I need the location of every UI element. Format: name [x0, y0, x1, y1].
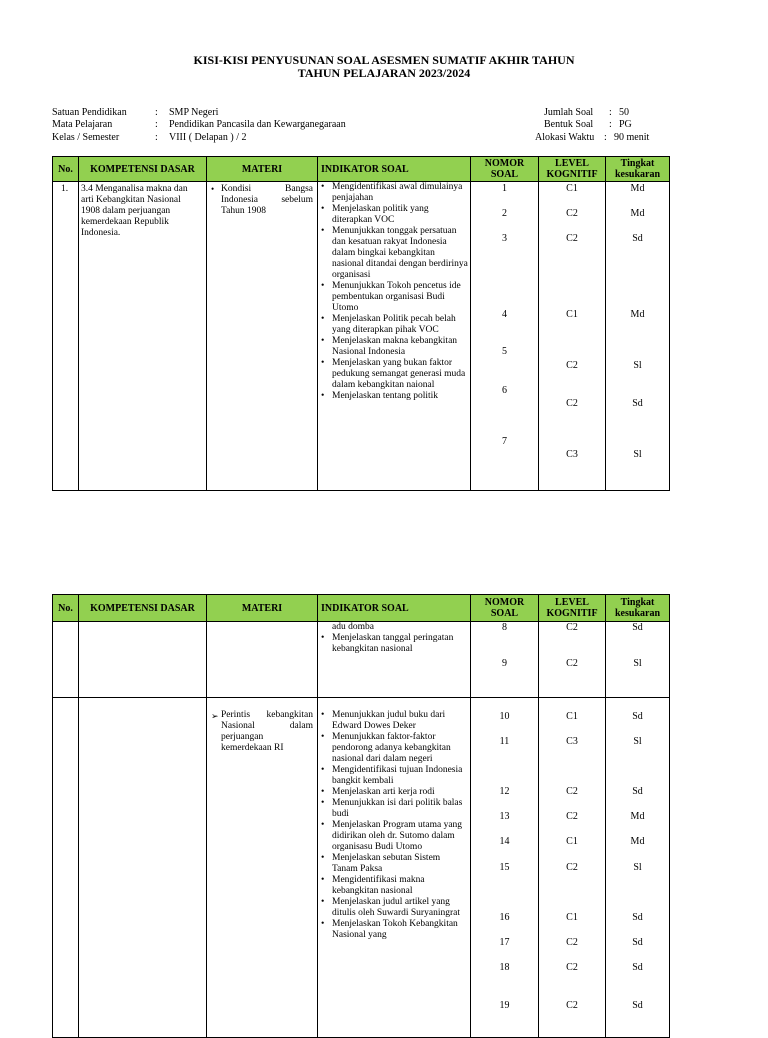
- kelas-colon: :: [155, 132, 158, 143]
- header-materi: MATERI: [207, 595, 318, 622]
- tingkat-kesukaran-value: Sd: [632, 398, 643, 409]
- materi-arrow-bullet: ➢: [211, 711, 219, 721]
- level-kognitif-cell: [539, 622, 606, 698]
- level-kognitif-value: C2: [566, 1000, 578, 1011]
- indikator-item: • Mengidentifikasi makna kebangkitan nasional: [332, 875, 468, 897]
- header-tingkat-kesukaran: Tingkat kesukaran: [606, 595, 670, 622]
- indikator-item: • Menunjukkan judul buku dari Edward Dowes Deker: [332, 710, 468, 732]
- level-kognitif-value: C2: [566, 862, 578, 873]
- nomor-soal-value: 17: [499, 937, 510, 948]
- tingkat-kesukaran-cell: [606, 622, 670, 698]
- nomor-soal-cell: [471, 182, 539, 491]
- tingkat-kesukaran-value: Md: [630, 811, 645, 822]
- satuan-value: SMP Negeri: [169, 107, 219, 118]
- materi-text: Kondisi Bangsa Indonesia sebelum Tahun 1908: [221, 184, 313, 216]
- indikator-item: • Menunjukkan tonggak persatuan dan kesatuan rakyat Indonesia dalam bingkai kebangkitan nasional ditandai dengan berdirinya organisasi: [332, 226, 468, 281]
- nomor-soal-value: 8: [502, 622, 507, 633]
- indikator-item: • Menunjukkan isi dari politik balas budi: [332, 798, 468, 820]
- level-kognitif-value: C3: [566, 736, 578, 747]
- document-title-line-1: KISI-KISI PENYUSUNAN SOAL ASESMEN SUMATIF AKHIR TAHUN: [193, 53, 575, 67]
- nomor-soal-value: 7: [502, 436, 507, 447]
- indikator-list: [318, 698, 470, 941]
- tingkat-kesukaran-value: Sd: [632, 937, 643, 948]
- alokasi-colon: :: [604, 132, 607, 143]
- level-kognitif-value: C2: [566, 658, 578, 669]
- indikator-list: [318, 633, 470, 655]
- header-level-kognitif: LEVEL KOGNITIF: [539, 157, 606, 182]
- level-kognitif-value: C2: [566, 208, 578, 219]
- header-materi: MATERI: [207, 157, 318, 182]
- materi-bullet: •: [211, 184, 215, 194]
- nomor-soal-value: 9: [502, 658, 507, 669]
- jumlah-colon: :: [609, 107, 612, 118]
- table-header-row: [53, 157, 670, 182]
- header-tingkat-kesukaran: Tingkat kesukaran: [606, 157, 670, 182]
- nomor-soal-value: 14: [499, 836, 510, 847]
- nomor-soal-value: 13: [499, 811, 510, 822]
- alokasi-label: Alokasi Waktu: [535, 132, 595, 143]
- kisi-table-1: [52, 156, 670, 491]
- nomor-soal-value: 12: [499, 786, 510, 797]
- level-kognitif-value: C2: [566, 398, 578, 409]
- level-kognitif-value: C1: [566, 836, 578, 847]
- level-kognitif-value: C2: [566, 233, 578, 244]
- nomor-soal-value: 18: [499, 962, 510, 973]
- materi-cell: [207, 622, 318, 698]
- indikator-item: • Menjelaskan Tokoh Kebangkitan Nasional yang: [332, 919, 468, 941]
- header-nomor-soal: NOMOR SOAL: [471, 157, 539, 182]
- nomor-soal-cell: [471, 698, 539, 1038]
- satuan-colon: :: [155, 107, 158, 118]
- indikator-item: • Menjelaskan politik yang diterapkan VOC: [332, 204, 468, 226]
- level-kognitif-value: C2: [566, 811, 578, 822]
- jumlah-label: Jumlah Soal: [544, 107, 594, 118]
- nomor-soal-value: 6: [502, 385, 507, 396]
- header-kompetensi-dasar: KOMPETENSI DASAR: [79, 157, 207, 182]
- jumlah-value: 50: [619, 107, 629, 118]
- level-kognitif-value: C2: [566, 786, 578, 797]
- satuan-label: Satuan Pendidikan: [52, 107, 127, 118]
- tingkat-kesukaran-value: Md: [630, 183, 645, 194]
- level-kognitif-value: C2: [566, 360, 578, 371]
- materi-cell: [207, 182, 318, 491]
- level-kognitif-value: C1: [566, 711, 578, 722]
- indikator-item: • Menjelaskan tentang politik: [332, 391, 468, 402]
- nomor-soal-value: 10: [499, 711, 510, 722]
- row-number: 1.: [53, 182, 79, 491]
- nomor-soal-value: 2: [502, 208, 507, 219]
- mapel-label: Mata Pelajaran: [52, 119, 113, 130]
- nomor-soal-value: 1: [502, 183, 507, 194]
- mapel-colon: :: [155, 119, 158, 130]
- nomor-soal-value: 16: [499, 912, 510, 923]
- bentuk-label: Bentuk Soal: [544, 119, 594, 130]
- tingkat-kesukaran-value: Md: [630, 309, 645, 320]
- materi-cell: [207, 698, 318, 1038]
- table-row: [53, 622, 670, 698]
- indikator-item: • Menjelaskan judul artikel yang ditulis oleh Suwardi Suryaningrat: [332, 897, 468, 919]
- indikator-cell: [318, 622, 471, 698]
- header-indikator: INDIKATOR SOAL: [318, 157, 471, 182]
- kompetensi-dasar-cell: [79, 622, 207, 698]
- mapel-value: Pendidikan Pancasila dan Kewarganegaraan: [169, 119, 346, 130]
- level-kognitif-value: C1: [566, 309, 578, 320]
- table-row: [53, 698, 670, 1038]
- header-level-kognitif: LEVEL KOGNITIF: [539, 595, 606, 622]
- tingkat-kesukaran-value: Md: [630, 836, 645, 847]
- tingkat-kesukaran-value: Sl: [633, 449, 642, 460]
- level-kognitif-value: C2: [566, 962, 578, 973]
- tingkat-kesukaran-value: Sl: [633, 736, 642, 747]
- materi-text: Perintis kebangkitan Nasional dalam perjuangan kemerdekaan RI: [221, 710, 313, 753]
- header-no: No.: [53, 157, 79, 182]
- tingkat-kesukaran-value: Sd: [632, 233, 643, 244]
- tingkat-kesukaran-value: Sd: [632, 622, 643, 633]
- indikator-item: • Menjelaskan sebutan Sistem Tanam Paksa: [332, 853, 468, 875]
- tingkat-kesukaran-value: Sl: [633, 862, 642, 873]
- nomor-soal-value: 3: [502, 233, 507, 244]
- indikator-cell: [318, 698, 471, 1038]
- tingkat-kesukaran-value: Sd: [632, 962, 643, 973]
- header-kompetensi-dasar: KOMPETENSI DASAR: [79, 595, 207, 622]
- tingkat-kesukaran-value: Sl: [633, 360, 642, 371]
- row-number: [53, 622, 79, 698]
- header-indikator: INDIKATOR SOAL: [318, 595, 471, 622]
- alokasi-value: 90 menit: [614, 132, 650, 143]
- indikator-item: • Menjelaskan makna kebangkitan Nasional Indonesia: [332, 336, 468, 358]
- level-kognitif-value: C2: [566, 937, 578, 948]
- tingkat-kesukaran-value: Sd: [632, 786, 643, 797]
- indikator-item: • Menjelaskan Politik pecah belah yang diterapkan pihak VOC: [332, 314, 468, 336]
- tingkat-kesukaran-value: Sd: [632, 1000, 643, 1011]
- indikator-item: • Menunjukkan Tokoh pencetus ide pembentukan organisasi Budi Utomo: [332, 281, 468, 314]
- table-header-row: [53, 595, 670, 622]
- nomor-soal-value: 15: [499, 862, 510, 873]
- kelas-value: VIII ( Delapan ) / 2: [169, 132, 247, 143]
- nomor-soal-value: 5: [502, 346, 507, 357]
- indikator-item: • Mengidentifikasi awal dimulainya penjajahan: [332, 182, 468, 204]
- tingkat-kesukaran-value: Sl: [633, 658, 642, 669]
- header-nomor-soal: NOMOR SOAL: [471, 595, 539, 622]
- bentuk-value: PG: [619, 119, 632, 130]
- indikator-item: • Menjelaskan Program utama yang didirikan oleh dr. Sutomo dalam organisasu Budi Utomo: [332, 820, 468, 853]
- level-kognitif-value: C1: [566, 912, 578, 923]
- indikator-item: • Menjelaskan tanggal peringatan kebangkitan nasional: [332, 633, 468, 655]
- indikator-item: • Mengidentifikasi tujuan Indonesia bangkit kembali: [332, 765, 468, 787]
- table-row: [53, 182, 670, 491]
- bentuk-colon: :: [609, 119, 612, 130]
- document-title-line-2: TAHUN PELAJARAN 2023/2024: [297, 66, 471, 80]
- nomor-soal-value: 19: [499, 1000, 510, 1011]
- level-kognitif-value: C2: [566, 622, 578, 633]
- nomor-soal-cell: [471, 622, 539, 698]
- indikator-continuation: adu domba: [332, 622, 374, 632]
- level-kognitif-value: C3: [566, 449, 578, 460]
- indikator-cell: [318, 182, 471, 491]
- nomor-soal-value: 4: [502, 309, 507, 320]
- kompetensi-dasar-cell: 3.4 Menganalisa makna dan arti Kebangkitan Nasional 1908 dalam perjuangan kemerdekaan Republik Indonesia.: [79, 182, 207, 491]
- tingkat-kesukaran-value: Md: [630, 208, 645, 219]
- kompetensi-dasar-cell: [79, 698, 207, 1038]
- tingkat-kesukaran-value: Sd: [632, 912, 643, 923]
- row-number: [53, 698, 79, 1038]
- indikator-list: [318, 182, 470, 402]
- level-kognitif-cell: [539, 698, 606, 1038]
- header-no: No.: [53, 595, 79, 622]
- indikator-item: • Menjelaskan arti kerja rodi: [332, 787, 468, 798]
- kelas-label: Kelas / Semester: [52, 132, 120, 143]
- kisi-table-2: [52, 594, 670, 1038]
- tingkat-kesukaran-cell: [606, 182, 670, 491]
- nomor-soal-value: 11: [499, 736, 510, 747]
- indikator-item: • Menunjukkan faktor-faktor pendorong adanya kebangkitan nasional dari dalam negeri: [332, 732, 468, 765]
- tingkat-kesukaran-value: Sd: [632, 711, 643, 722]
- level-kognitif-value: C1: [566, 183, 578, 194]
- level-kognitif-cell: [539, 182, 606, 491]
- indikator-item: • Menjelaskan yang bukan faktor pedukung semangat generasi muda dalam kebangkitan naional: [332, 358, 468, 391]
- tingkat-kesukaran-cell: [606, 698, 670, 1038]
